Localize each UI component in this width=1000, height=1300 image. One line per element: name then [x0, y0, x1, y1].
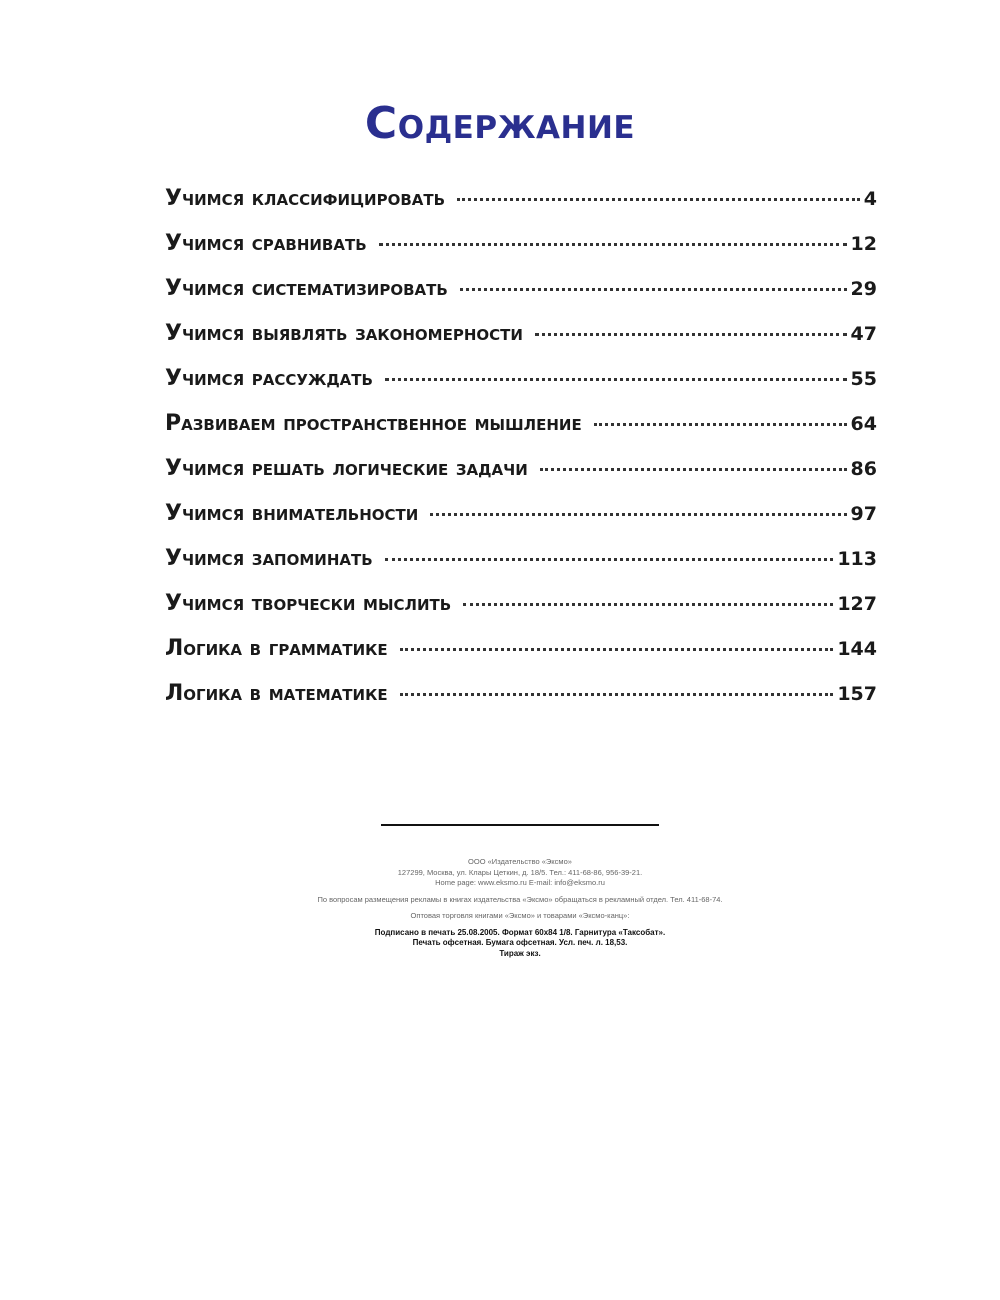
toc-leader-dots [430, 512, 846, 516]
page-title: Содержание [364, 98, 636, 149]
table-of-contents [165, 186, 877, 726]
toc-leader-dots [400, 647, 834, 651]
toc-leader-dots [594, 422, 847, 426]
toc-leader-dots [457, 197, 860, 201]
toc-leader-dots [535, 332, 847, 336]
toc-entry[interactable] [165, 501, 877, 546]
toc-entry-page: 64 [850, 413, 877, 435]
toc-entry-page: 127 [837, 593, 877, 615]
toc-entry-label: Учимся творчески мыслить [165, 591, 452, 616]
imprint-line: ООО «Издательство «Эксмо» [468, 857, 572, 866]
imprint [300, 857, 740, 965]
imprint-wholesale: Оптовая торговля книгами «Эксмо» и товарами «Эксмо-канц»: [410, 911, 630, 920]
toc-leader-dots [400, 692, 834, 696]
toc-entry-page: 97 [850, 503, 877, 525]
imprint-line: Home page: www.eksmo.ru E-mail: info@eksmo.ru [435, 878, 605, 887]
toc-entry-label: Учимся запоминать [165, 546, 373, 571]
toc-entry-page: 47 [850, 323, 877, 345]
toc-entry[interactable] [165, 411, 877, 456]
imprint-line: 127299, Москва, ул. Клары Цеткин, д. 18/5. Тел.: 411-68-86, 956-39-21. [397, 867, 643, 877]
toc-leader-dots [540, 467, 847, 471]
toc-entry-page: 29 [850, 278, 877, 300]
toc-entry[interactable] [165, 681, 877, 726]
toc-entry-label: Учимся рассуждать [165, 366, 373, 391]
toc-entry[interactable] [165, 456, 877, 501]
toc-entry-page: 144 [837, 638, 877, 660]
toc-entry[interactable] [165, 186, 877, 231]
toc-entry-page: 86 [850, 458, 877, 480]
toc-entry-page: 157 [837, 683, 877, 705]
divider [381, 824, 659, 826]
toc-leader-dots [385, 557, 834, 561]
toc-entry[interactable] [165, 321, 877, 366]
toc-entry-page: 113 [837, 548, 877, 570]
imprint-print-info [300, 928, 740, 960]
toc-entry-label: Учимся систематизировать [165, 276, 448, 301]
toc-entry[interactable] [165, 636, 877, 681]
toc-entry-label: Учимся выявлять закономерности [165, 321, 523, 346]
toc-entry-label: Логика в грамматике [165, 636, 388, 661]
toc-entry-label: Учимся решать логические задачи [165, 456, 528, 481]
toc-entry-label: Учимся классифицировать [165, 186, 446, 211]
toc-entry[interactable] [165, 366, 877, 411]
toc-entry-label: Учимся сравнивать [165, 231, 367, 256]
toc-leader-dots [460, 287, 847, 291]
toc-leader-dots [379, 242, 847, 246]
toc-leader-dots [385, 377, 847, 381]
toc-entry[interactable] [165, 276, 877, 321]
toc-entry[interactable] [165, 591, 877, 636]
toc-entry-label: Логика в математике [165, 681, 388, 706]
toc-leader-dots [463, 602, 833, 606]
toc-entry[interactable] [165, 231, 877, 276]
toc-entry-page: 55 [850, 368, 877, 390]
imprint-line: Тираж экз. [499, 948, 541, 958]
imprint-line: Печать офсетная. Бумага офсетная. Усл. печ. л. 18,53. [412, 938, 628, 947]
imprint-advert: По вопросам размещения рекламы в книгах издательства «Эксмо» обращаться в рекламный отдел. Тел. 411-68-74. [317, 894, 723, 904]
toc-entry-page: 4 [863, 188, 877, 210]
imprint-publisher [300, 857, 740, 889]
toc-entry-label: Развиваем пространственное мышление [165, 411, 582, 436]
toc-entry-label: Учимся внимательности [165, 501, 419, 526]
imprint-line: Подписано в печать 25.08.2005. Формат 60x84 1/8. Гарнитура «Таксобат». [374, 927, 666, 937]
toc-entry[interactable] [165, 546, 877, 591]
toc-entry-page: 12 [850, 233, 877, 255]
